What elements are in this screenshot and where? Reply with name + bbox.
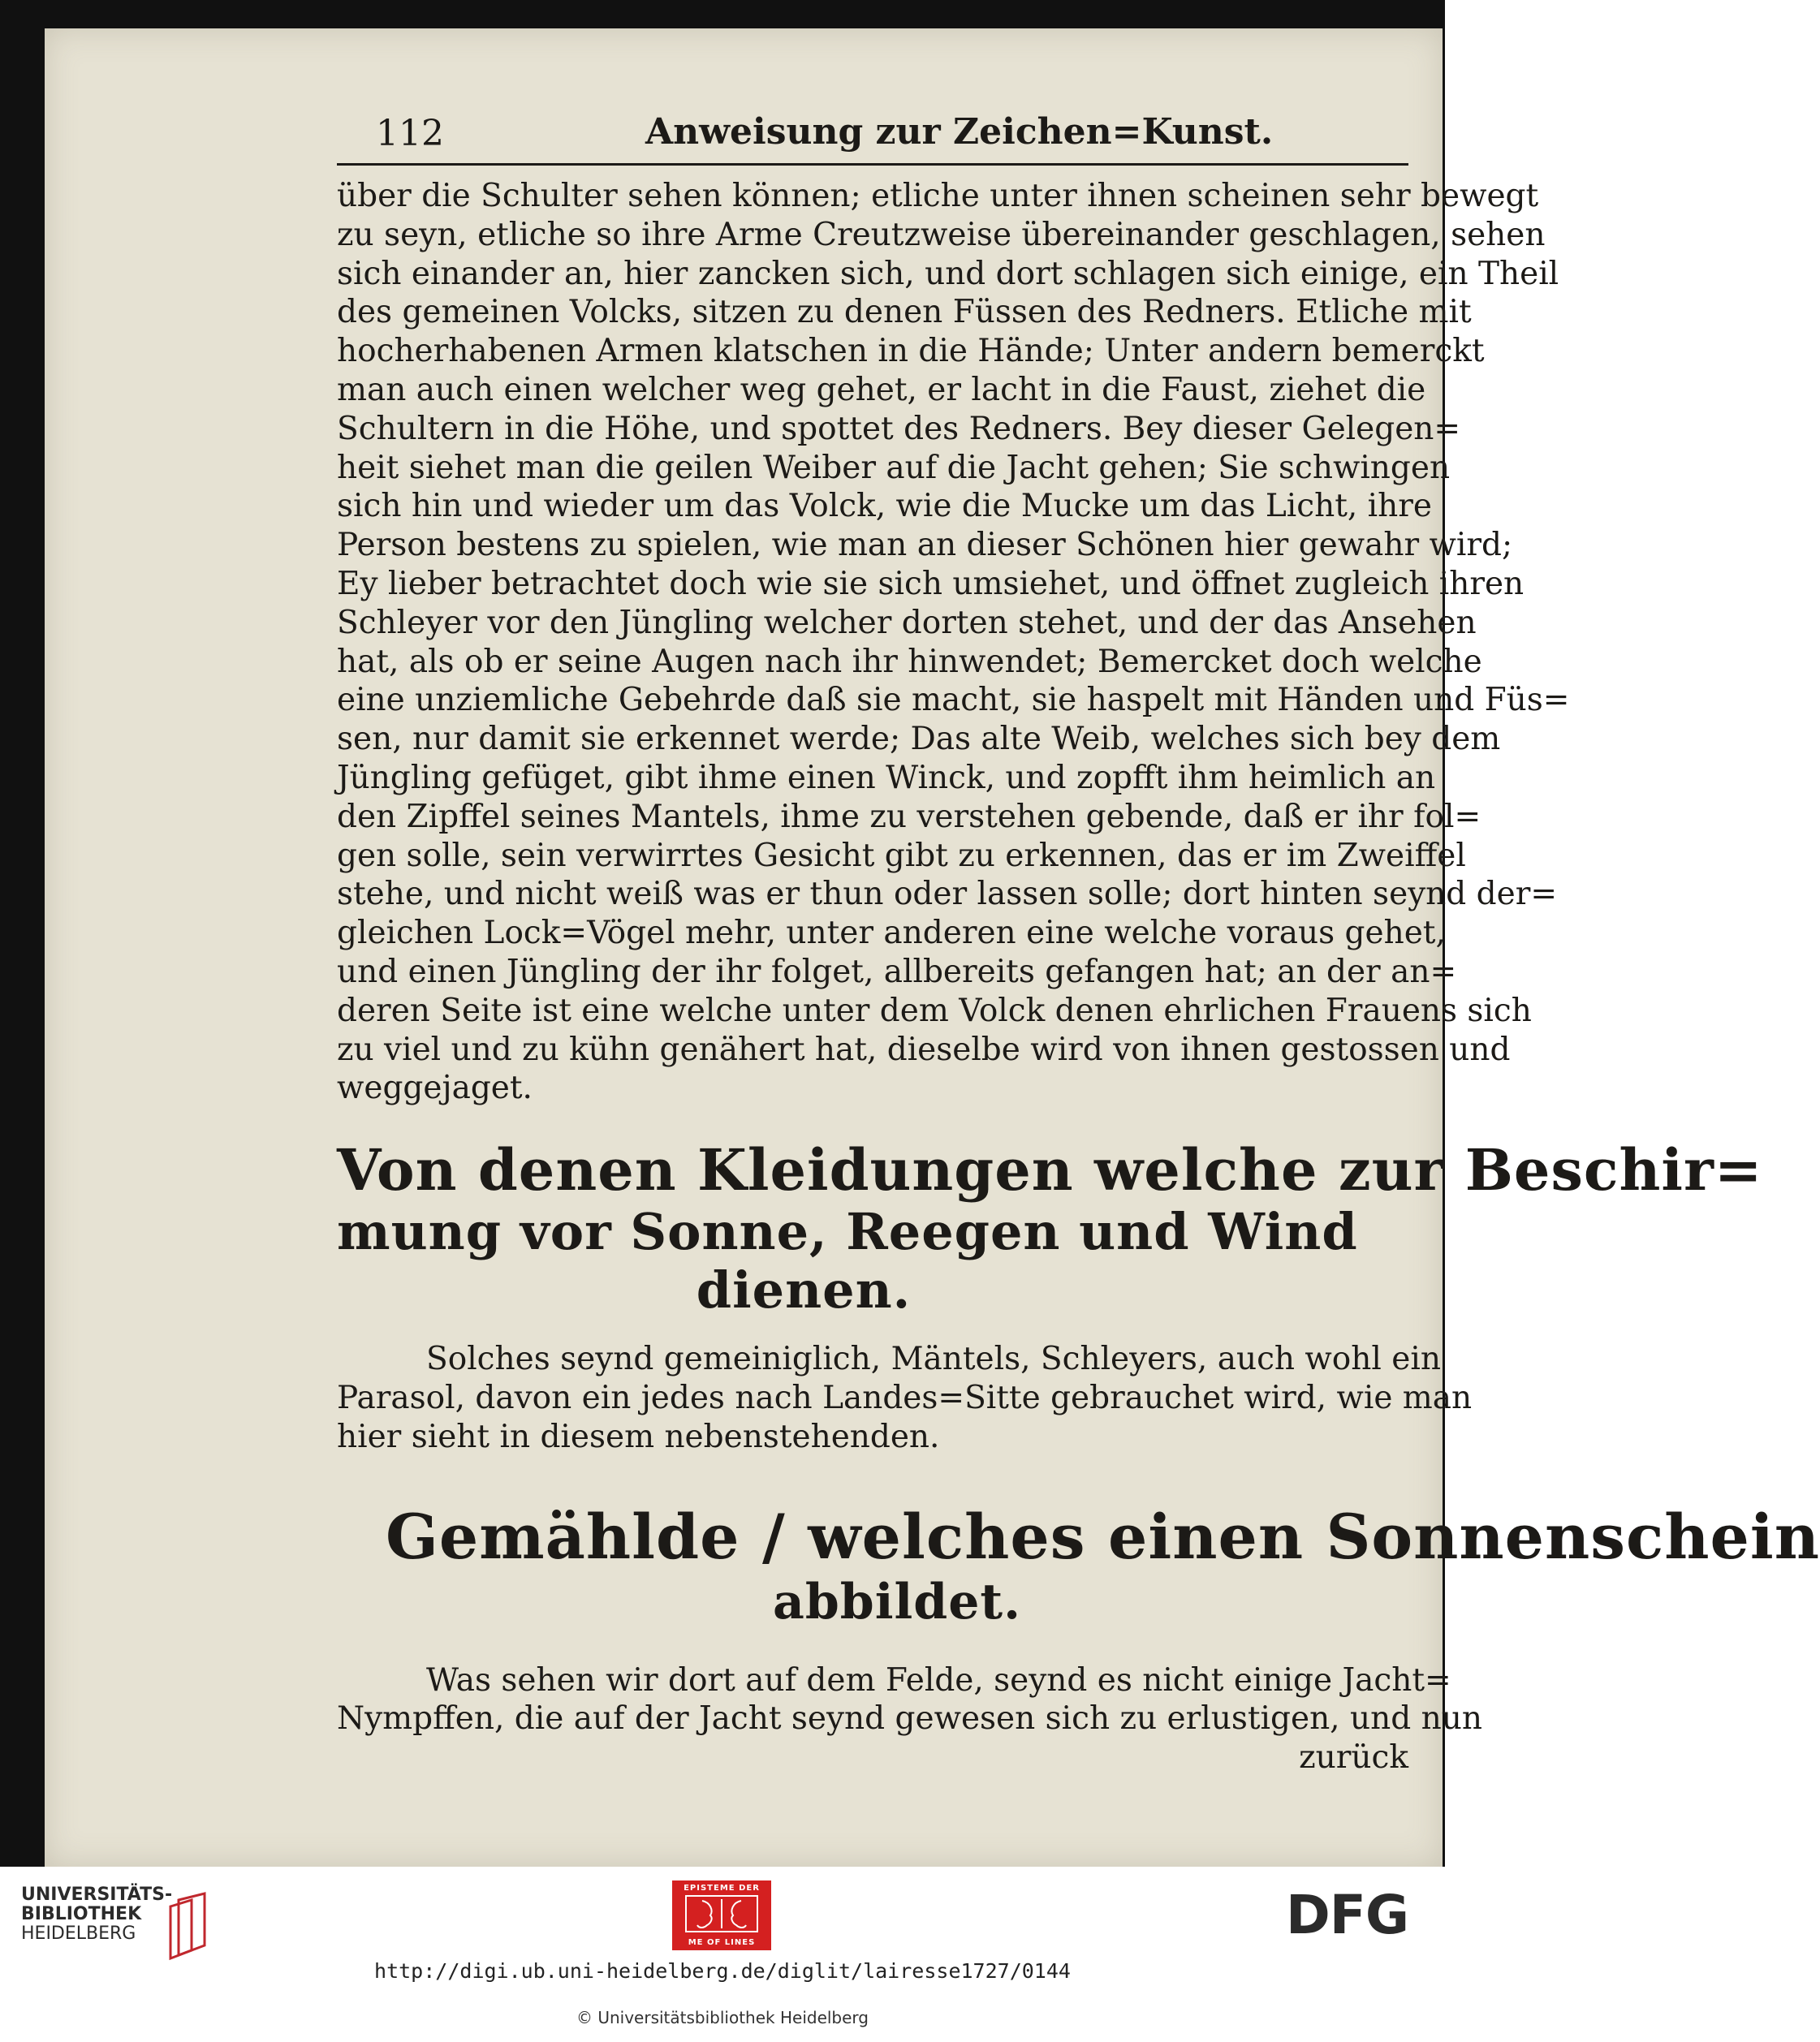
text-line: Parasol, davon ein jedes nach Landes=Sitte gebrauchet wird, wie man [337,1379,1473,1416]
text-line: hier sieht in diesem nebenstehenden. [337,1418,940,1455]
text-line: gen solle, sein verwirrtes Gesicht gibt zu erkennen, das er im Zweiffel [337,837,1466,874]
text-line: sich hin und wieder um das Volck, wie die Mucke um das Licht, ihre [337,488,1432,525]
text-line: hat, als ob er seine Augen nach ihr hinwendet; Bemercket doch welche [337,643,1482,680]
text-line: man auch einen welcher weg gehet, er lacht in die Faust, ziehet die [337,371,1426,408]
library-name-line: HEIDELBERG [21,1924,136,1944]
text-line: Person bestens zu spielen, wie man an dieser Schönen hier gewahr wird; [337,527,1513,564]
text-line: Was sehen wir dort auf dem Felde, seynd es nicht einige Jacht= [426,1661,1451,1699]
section-body [337,1661,1482,1777]
section-sunshine [337,1500,1820,1777]
text-line: den Zipffel seines Mantels, ihme zu verstehen gebende, daß er ihr fol= [337,798,1481,835]
text-line: sen, nur damit sie erkennet werde; Das alte Weib, welches sich bey dem [337,721,1501,758]
page-number: 112 [376,113,444,154]
section-heading-line: mung vor Sonne, Reegen und Wind [337,1202,1358,1262]
text-line: und einen Jüngling der ihr folget, allbereits gefangen hat; an der an= [337,953,1457,990]
library-mark-icon [167,1889,213,1960]
section-heading-line: abbildet. [772,1573,1022,1631]
text-line: des gemeinen Volcks, sitzen zu denen Füssen des Redners. Etliche mit [337,294,1472,331]
catchword: zurück [1299,1739,1408,1777]
text-line: über die Schulter sehen können; etliche unter ihnen scheinen sehr bewegt [337,178,1539,214]
epistemes-logo-top: EPISTEME DER [684,1884,760,1893]
text-line: Schleyer vor den Jüngling welcher dorten stehet, und der das Ansehen [337,604,1477,641]
text-line: heit siehet man die geilen Weiber auf die Jacht gehen; Sie schwingen [337,449,1451,486]
epistemes-logo-bottom: ME OF LINES [688,1938,756,1947]
running-title: Anweisung zur Zeichen=Kunst. [645,111,1274,153]
section-clothing [337,1136,1763,1456]
library-name-line: BIBLIOTHEK [21,1904,142,1924]
section-heading-line: dienen. [696,1260,912,1320]
section-heading-line: Von denen Kleidungen welche zur Beschir= [337,1136,1763,1204]
text-line: Schultern in die Höhe, und spottet des Redners. Bey dieser Gelegen= [337,410,1461,447]
profile-faces-icon [681,1893,762,1935]
text-line: Nympffen, die auf der Jacht seynd gewesen sich zu erlustigen, und nun [337,1700,1482,1738]
text-line: weggejaget. [337,1070,533,1107]
university-library-logo[interactable] [21,1885,216,1967]
body-text [337,177,1570,1108]
page-content [337,101,1820,1777]
text-line: stehe, und nicht weiß was er thun oder lassen solle; dort hinten seynd der= [337,876,1558,913]
text-line: zu seyn, etliche so ihre Arme Creutzweise übereinander geschlagen, sehen [337,216,1546,253]
library-name-line: UNIVERSITÄTS- [21,1885,173,1905]
text-line: sich einander an, hier zancken sich, und dort schlagen sich einige, ein Theil [337,255,1559,292]
text-line: Jüngling gefüget, gibt ihme einen Winck, und zopfft ihm heimlich an [337,759,1436,796]
copyright-notice: © Universitätsbibliothek Heidelberg [576,2008,869,2027]
text-line: Ey lieber betrachtet doch wie sie sich umsiehet, und öffnet zugleich ihren [337,565,1525,602]
permalink-url[interactable]: http://digi.ub.uni-heidelberg.de/diglit/lairesse1727/0144 [374,1959,1071,1983]
text-line: Solches seynd gemeiniglich, Mäntels, Schleyers, auch wohl ein [426,1341,1441,1378]
text-line: hocherhabenen Armen klatschen in die Hände; Unter andern bemerckt [337,333,1485,370]
page-header [337,101,1408,166]
dfg-logo[interactable]: DFG [1286,1884,1409,1946]
epistemes-logo[interactable] [672,1880,771,1950]
book-page [45,28,1820,1867]
text-line: deren Seite ist eine welche unter dem Volck denen ehrlichen Frauens sich [337,992,1532,1029]
text-line: eine unziemliche Gebehrde daß sie macht, sie haspelt mit Händen und Füs= [337,682,1570,719]
section-heading-line: Gemählde / welches einen Sonnenschein [386,1500,1820,1573]
text-line: zu viel und zu kühn genähert hat, dieselbe wird von ihnen gestossen und [337,1031,1511,1068]
text-line: gleichen Lock=Vögel mehr, unter anderen eine welche voraus gehet, [337,915,1446,952]
section-body [337,1340,1473,1456]
